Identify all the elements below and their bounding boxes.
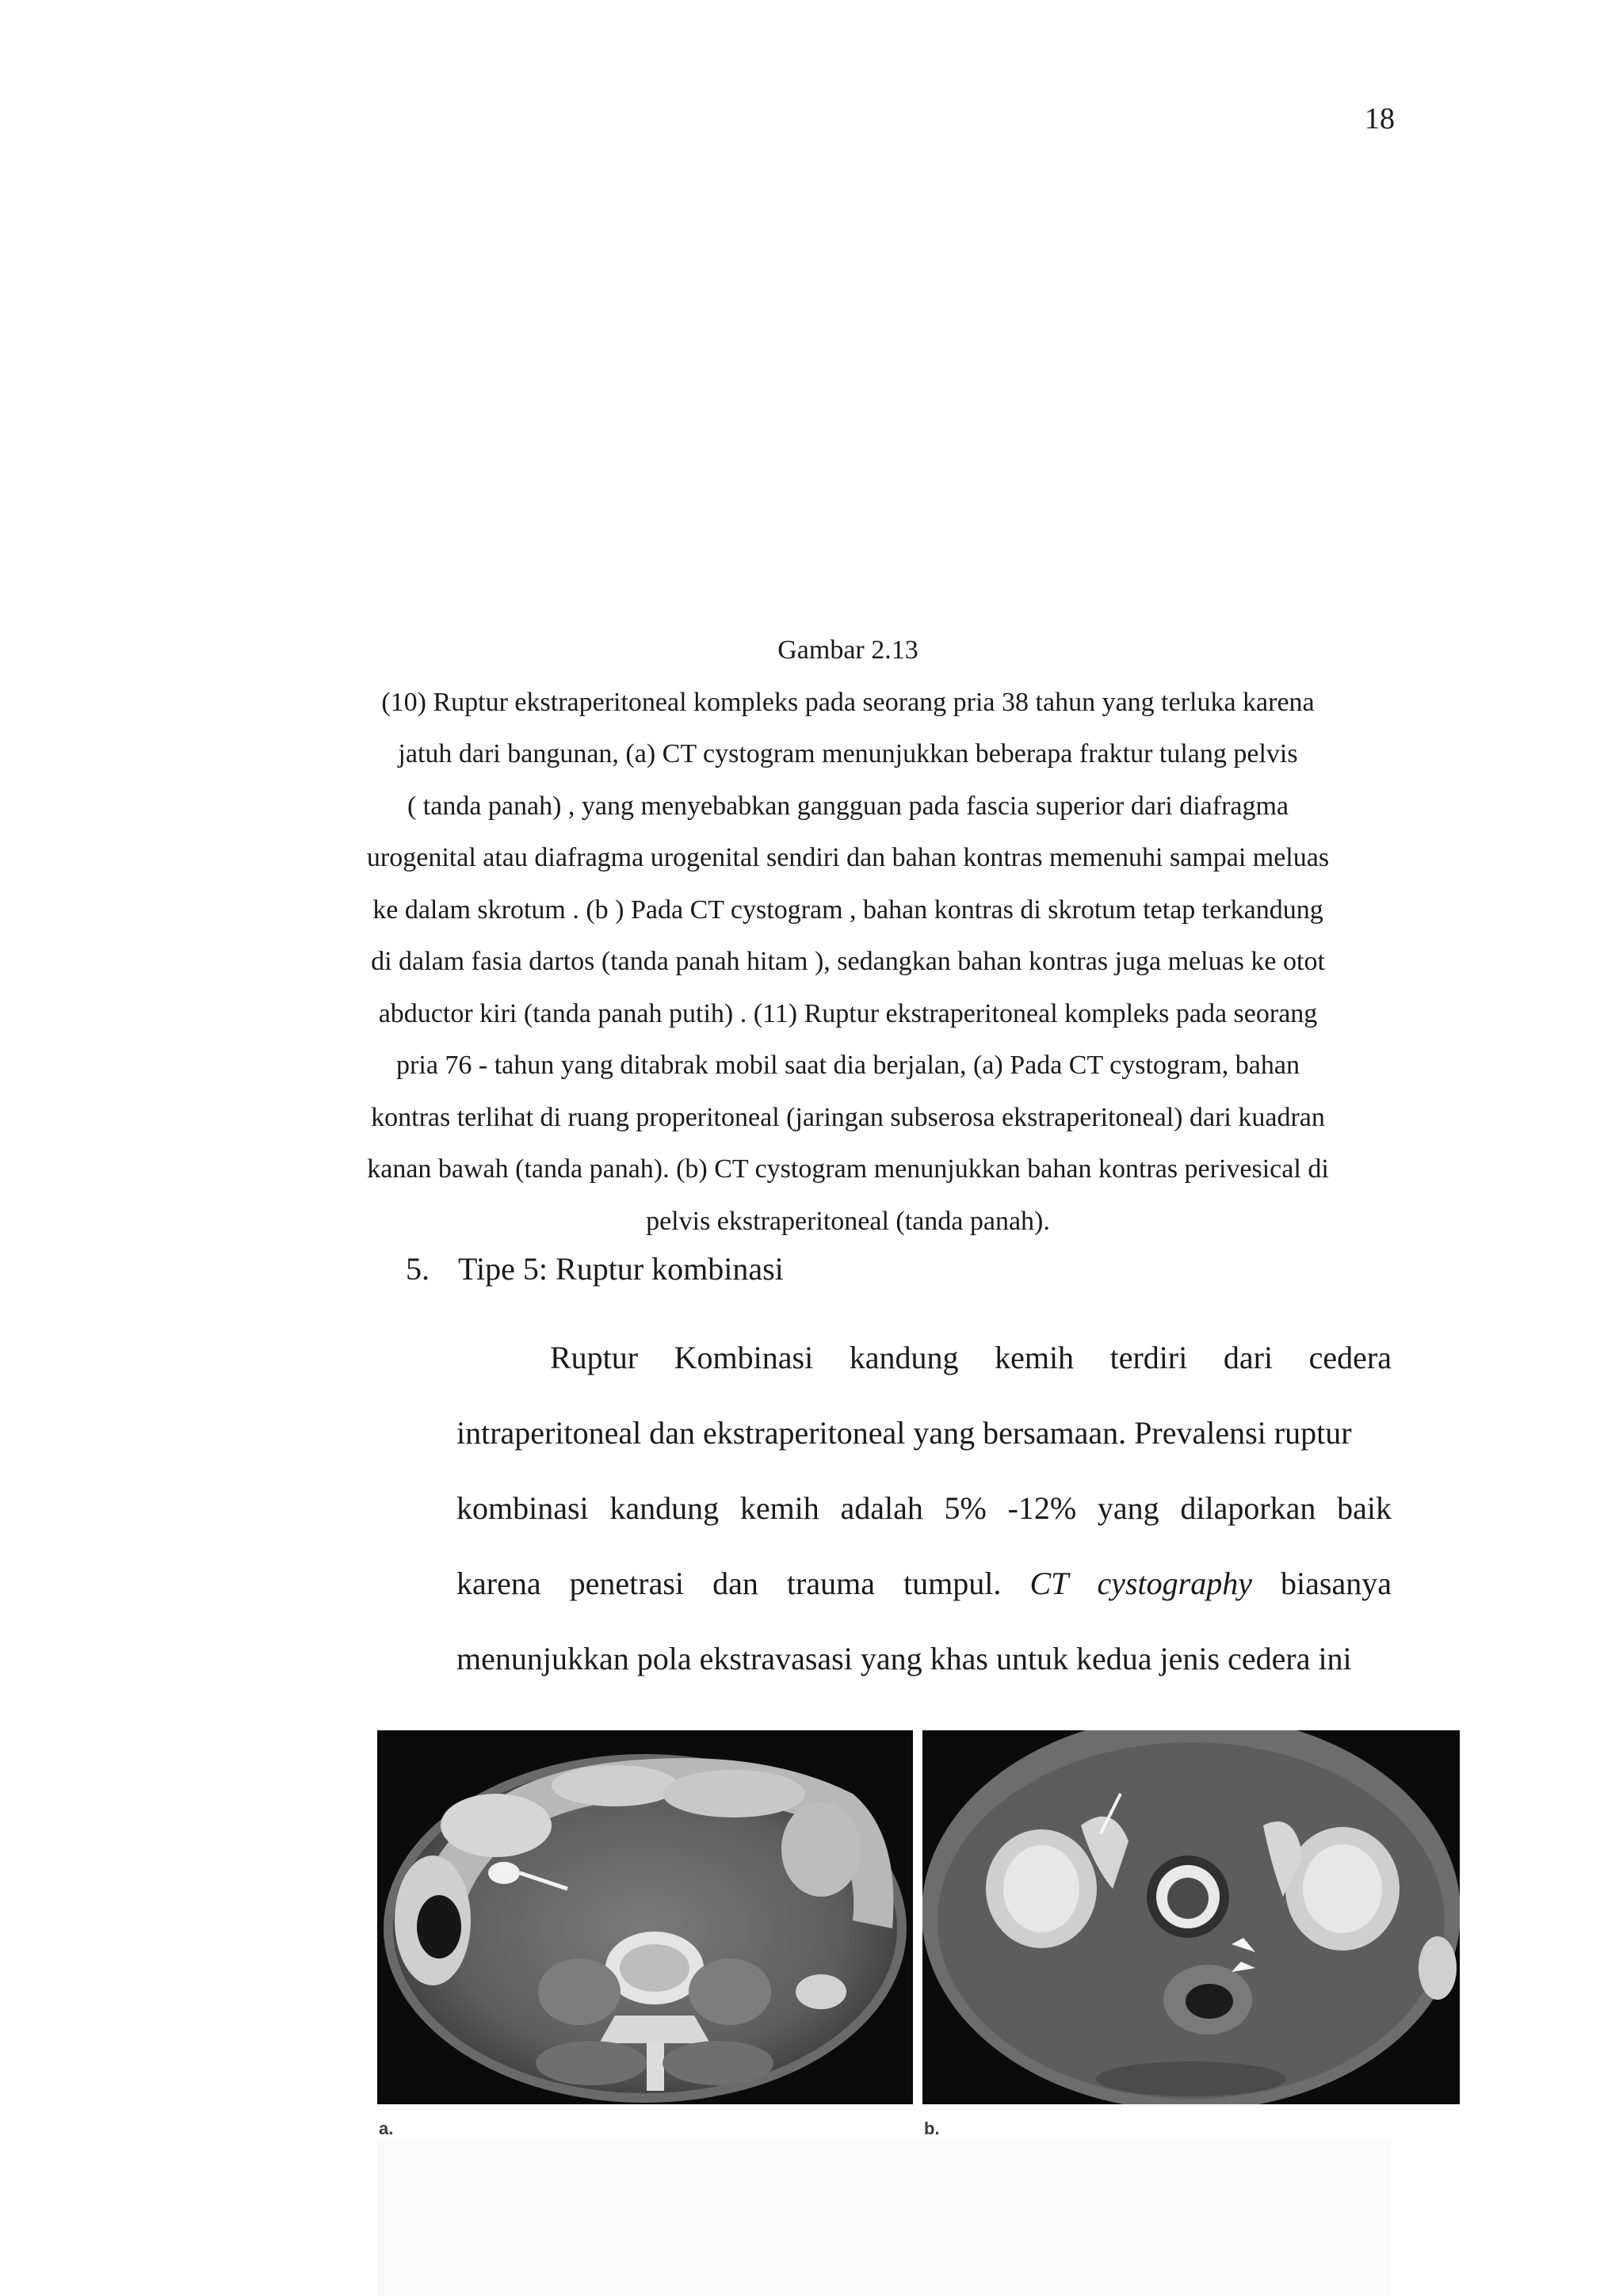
paragraph-word: 5%: [944, 1490, 987, 1526]
paragraph-word: kombinasi: [456, 1490, 589, 1526]
figure-title: Gambar 2.13: [777, 635, 918, 665]
paragraph-word: kandung: [849, 1340, 959, 1375]
paragraph-word: Kombinasi: [674, 1340, 814, 1375]
paragraph-word: karena: [456, 1566, 541, 1601]
paragraph-word: dari: [1223, 1340, 1274, 1375]
caption-line: abductor kiri (tanda panah putih) . (11) Ruptur ekstraperitoneal kompleks pada seorang: [378, 998, 1318, 1028]
paragraph-word: trauma: [786, 1566, 875, 1601]
caption-line: ( tanda panah) , yang menyebabkan gangguan pada fascia superior dari diafragma: [407, 791, 1289, 821]
ct-scan-image-b: [922, 1730, 1460, 2104]
caption-line: kontras terlihat di ruang properitoneal (jaringan subserosa ekstraperitoneal) dari kuadran: [371, 1102, 1325, 1132]
paragraph-word: cystography: [1097, 1566, 1252, 1601]
paragraph-word: baik: [1337, 1490, 1392, 1526]
caption-line: (10) Ruptur ekstraperitoneal kompleks pada seorang pria 38 tahun yang terluka karena: [381, 687, 1315, 717]
paragraph-word: yang: [1097, 1490, 1159, 1526]
paragraph-word: kemih: [739, 1490, 819, 1526]
panel-label-a: a.: [379, 2119, 394, 2138]
figure-caption: [293, 624, 1403, 1247]
paragraph-line: [456, 1470, 1392, 1546]
paragraph-word: penetrasi: [569, 1566, 685, 1601]
page-number: 18: [1365, 102, 1395, 135]
paragraph-word: tumpul.: [903, 1566, 1002, 1601]
paragraph-line: menunjukkan pola ekstravasasi yang khas untuk kedua jenis cedera ini: [456, 1641, 1352, 1676]
caption-line: kanan bawah (tanda panah). (b) CT cystogram menunjukkan bahan kontras perivesical di: [367, 1154, 1329, 1184]
paragraph-word: kemih: [995, 1340, 1075, 1375]
paragraph-word: Ruptur: [550, 1340, 639, 1375]
paragraph-word: CT: [1029, 1566, 1069, 1601]
caption-line: urogenital atau diafragma urogenital sendiri dan bahan kontras memenuhi sampai meluas: [366, 843, 1330, 872]
paragraph-word: terdiri: [1109, 1340, 1188, 1375]
paragraph-word: -12%: [1007, 1490, 1077, 1526]
paragraph-line: intraperitoneal dan ekstraperitoneal yang bersamaan. Prevalensi ruptur: [456, 1415, 1352, 1451]
paragraph-line: [456, 1320, 1392, 1395]
paragraph-word: dilaporkan: [1180, 1490, 1316, 1526]
paragraph-word: kandung: [609, 1490, 720, 1526]
ct-scan-image-a: [377, 1730, 913, 2104]
panel-label-b: b.: [924, 2119, 940, 2138]
paragraph-word: dan: [712, 1566, 758, 1601]
section-title: Tipe 5: Ruptur kombinasi: [458, 1251, 784, 1287]
caption-line: pria 76 - tahun yang ditabrak mobil saat dia berjalan, (a) Pada CT cystogram, bahan: [396, 1051, 1300, 1080]
caption-line: jatuh dari bangunan, (a) CT cystogram menunjukkan beberapa fraktur tulang pelvis: [398, 739, 1298, 769]
paragraph-word: cedera: [1308, 1340, 1392, 1375]
caption-line: di dalam fasia dartos (tanda panah hitam ), sedangkan bahan kontras juga meluas ke otot: [371, 947, 1325, 976]
section-number: 5.: [406, 1251, 430, 1287]
caption-text: [293, 677, 1403, 1248]
caption-line: ke dalam skrotum . (b ) Pada CT cystogram , bahan kontras di skrotum tetap terkandung: [372, 894, 1323, 925]
paragraph-word: adalah: [840, 1490, 923, 1526]
page-shading: [377, 2139, 1392, 2296]
paragraph-word: biasanya: [1281, 1566, 1392, 1601]
caption-line: pelvis ekstraperitoneal (tanda panah).: [646, 1206, 1050, 1236]
body-paragraph: [456, 1320, 1392, 1696]
paragraph-line: [456, 1546, 1392, 1621]
section-heading: [406, 1244, 784, 1295]
